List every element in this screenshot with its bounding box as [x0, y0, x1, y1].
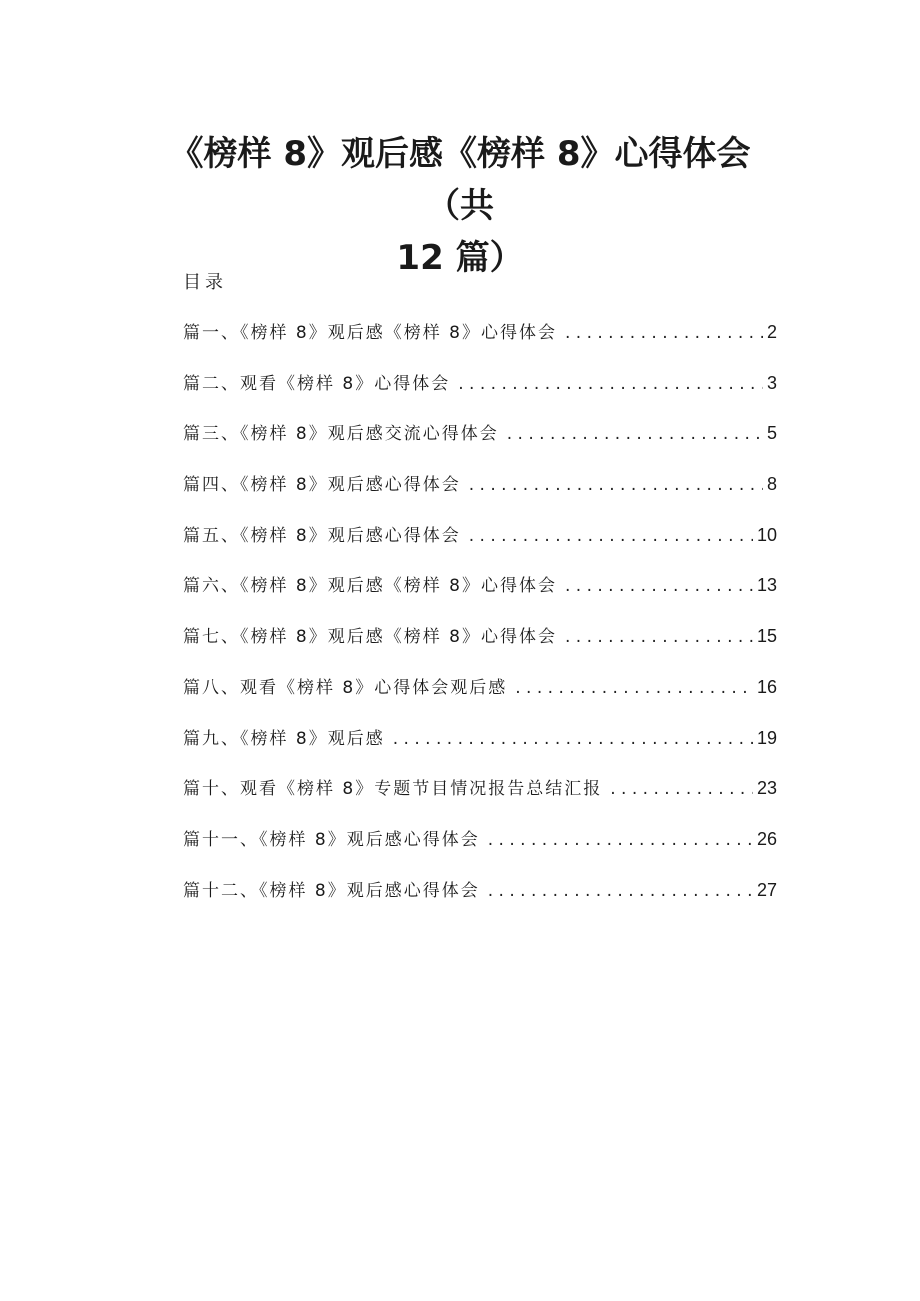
toc-leader-dots [565, 576, 753, 596]
table-of-contents [183, 318, 777, 926]
document-title [140, 128, 780, 284]
toc-entry-title: 篇六、《榜样 8》观后感《榜样 8》心得体会 [183, 576, 557, 597]
toc-leader-dots [469, 526, 753, 546]
toc-leader-dots [488, 830, 753, 850]
toc-entry-page: 13 [756, 575, 777, 596]
toc-entry-page: 8 [766, 474, 777, 495]
toc-leader-dots [469, 475, 763, 495]
toc-entry-title: 篇十、观看《榜样 8》专题节目情况报告总结汇报 [183, 779, 603, 800]
toc-leader-dots [565, 627, 753, 647]
toc-entry-4[interactable] [183, 470, 777, 521]
toc-entry-page: 15 [756, 626, 777, 647]
toc-leader-dots [393, 729, 753, 749]
toc-entry-title: 篇二、观看《榜样 8》心得体会 [183, 373, 451, 394]
toc-leader-dots [458, 374, 763, 394]
toc-leader-dots [488, 881, 753, 901]
toc-leader-dots [507, 424, 763, 444]
toc-entry-page: 19 [756, 727, 777, 748]
toc-entry-11[interactable] [183, 825, 777, 876]
toc-entry-page: 2 [766, 322, 777, 342]
toc-entry-title: 篇十一、《榜样 8》观后感心得体会 [183, 829, 480, 850]
toc-entry-title: 篇五、《榜样 8》观后感心得体会 [183, 525, 461, 546]
toc-entry-page: 3 [766, 372, 777, 393]
toc-leader-dots [565, 323, 763, 343]
toc-entry-1[interactable] [183, 318, 777, 369]
toc-leader-dots [610, 779, 753, 799]
toc-entry-12[interactable] [183, 876, 777, 927]
toc-entry-2[interactable] [183, 369, 777, 420]
title-line-2: 12 篇） [396, 238, 524, 278]
toc-entry-3[interactable] [183, 419, 777, 470]
toc-entry-title: 篇一、《榜样 8》观后感《榜样 8》心得体会 [183, 323, 557, 343]
toc-entry-6[interactable] [183, 571, 777, 622]
toc-entry-page: 26 [756, 828, 777, 849]
toc-entry-9[interactable] [183, 724, 777, 775]
title-line-1: 《榜样 8》观后感《榜样 8》心得体会（共 [169, 134, 751, 226]
toc-entry-5[interactable] [183, 521, 777, 572]
toc-entry-title: 篇九、《榜样 8》观后感 [183, 728, 385, 749]
toc-entry-page: 10 [756, 524, 777, 545]
toc-entry-page: 23 [756, 778, 777, 799]
toc-entry-title: 篇四、《榜样 8》观后感心得体会 [183, 475, 461, 496]
toc-entry-title: 篇十二、《榜样 8》观后感心得体会 [183, 880, 480, 901]
toc-entry-7[interactable] [183, 622, 777, 673]
toc-entry-10[interactable] [183, 774, 777, 825]
toc-entry-title: 篇八、观看《榜样 8》心得体会观后感 [183, 677, 508, 698]
toc-entry-title: 篇三、《榜样 8》观后感交流心得体会 [183, 424, 499, 445]
toc-entry-page: 27 [756, 879, 777, 900]
toc-entry-8[interactable] [183, 673, 777, 724]
toc-leader-dots [515, 678, 753, 698]
toc-entry-page: 16 [756, 676, 777, 697]
toc-entry-page: 5 [766, 423, 777, 444]
toc-entry-title: 篇七、《榜样 8》观后感《榜样 8》心得体会 [183, 627, 557, 648]
toc-heading: 目录 [183, 272, 227, 293]
